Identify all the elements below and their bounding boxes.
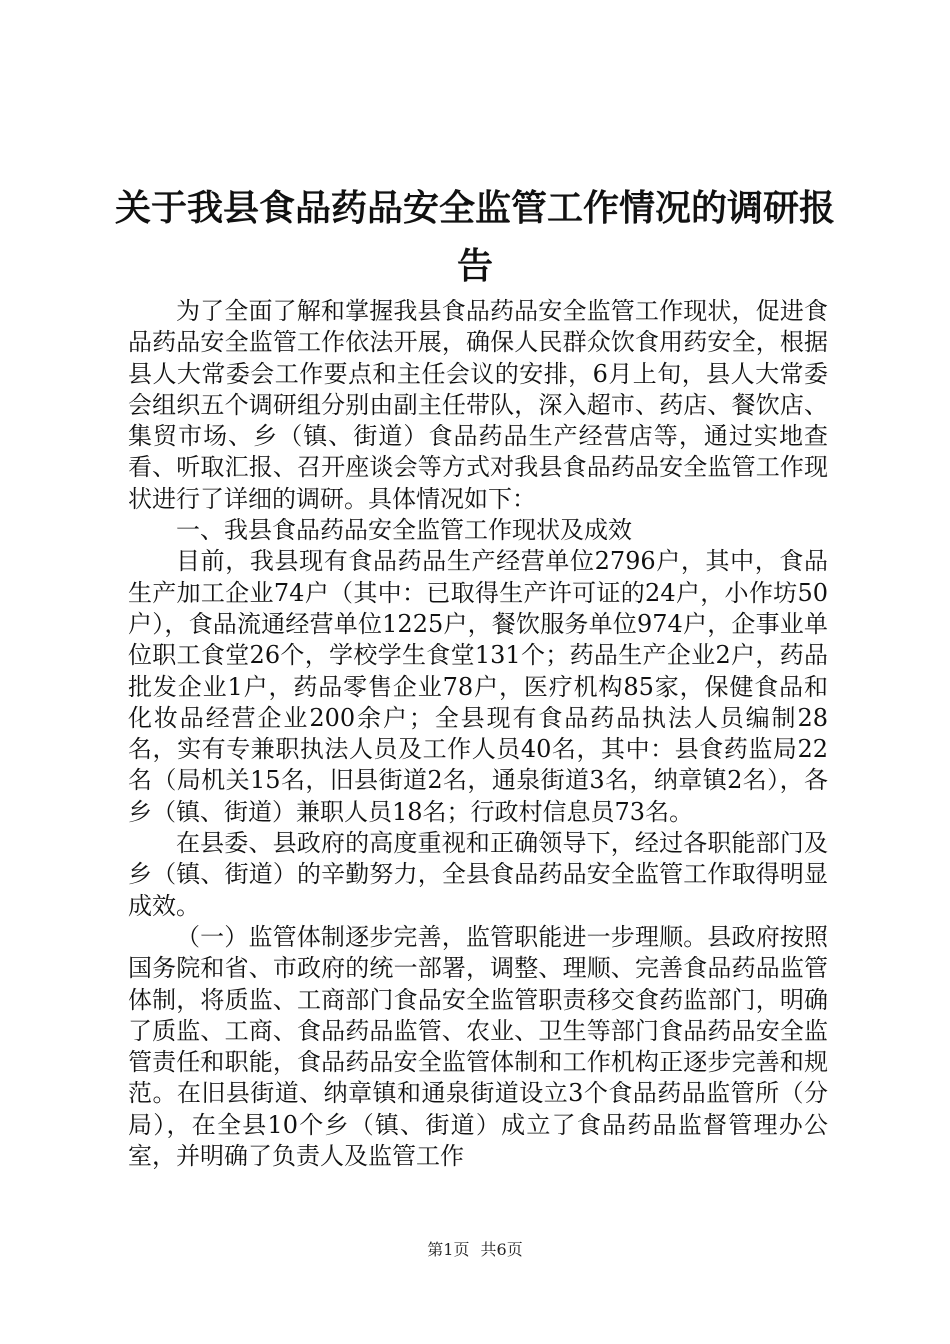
page-footer [0,1240,950,1260]
paragraph-achievements: 在县委、县政府的高度重视和正确领导下，经过各职能部门及乡（镇、街道）的辛勤努力，全县食品药品安全监管工作取得明显成效。 [128,829,828,920]
document-body [128,296,828,1172]
document-title: 关于我县食品药品安全监管工作情况的调研报告 [115,188,836,287]
page-number: 第1页 [427,1240,470,1259]
section-heading: 一、我县食品药品安全监管工作现状及成效 [176,516,632,545]
paragraph-subsection-one: （一）监管体制逐步完善，监管职能进一步理顺。县政府按照国务院和省、市政府的统一部署，调整、理顺、完善食品药品监管体制，将质监、工商部门食品安全监管职责移交食药监部门，明确了质监、工商、食品药品监管、农业、卫生等部门食品药品安全监管责任和职能，食品药品安全监管体制和工作机构正逐步完善和规范。在旧县街道、纳章镇和通泉街道设立3个食品药品监管所（分局），在全县10个乡（镇、街道）成立了食品药品监督管理办公室，并明确了负责人及监管工作 [128,922,828,1171]
paragraph-statistics: 目前，我县现有食品药品生产经营单位2796户，其中，食品生产加工企业74户（其中：已取得生产许可证的24户，小作坊50户），食品流通经营单位1225户，餐饮服务单位974户，企事业单位职工食堂26个，学校学生食堂131个；药品生产企业2户，药品批发企业1户，药品零售企业78户，医疗机构85家，保健食品和化妆品经营企业200余户；全县现有食品药品执法人员编制28名，实有专兼职执法人员及工作人员40名，其中：县食药监局22名（局机关15名，旧县街道2名，通泉街道3名，纳章镇2名），各乡（镇、街道）兼职人员18名；行政村信息员73名。 [128,547,828,826]
page-total: 共6页 [480,1240,523,1259]
paragraph-intro: 为了全面了解和掌握我县食品药品安全监管工作现状，促进食品药品安全监管工作依法开展，确保人民群众饮食用药安全，根据县人大常委会工作要点和主任会议的安排，6月上旬，县人大常委会组织五个调研组分别由副主任带队，深入超市、药店、餐饮店、集贸市场、乡（镇、街道）食品药品生产经营店等，通过实地查看、听取汇报、召开座谈会等方式对我县食品药品安全监管工作现状进行了详细的调研。具体情况如下： [128,297,828,513]
